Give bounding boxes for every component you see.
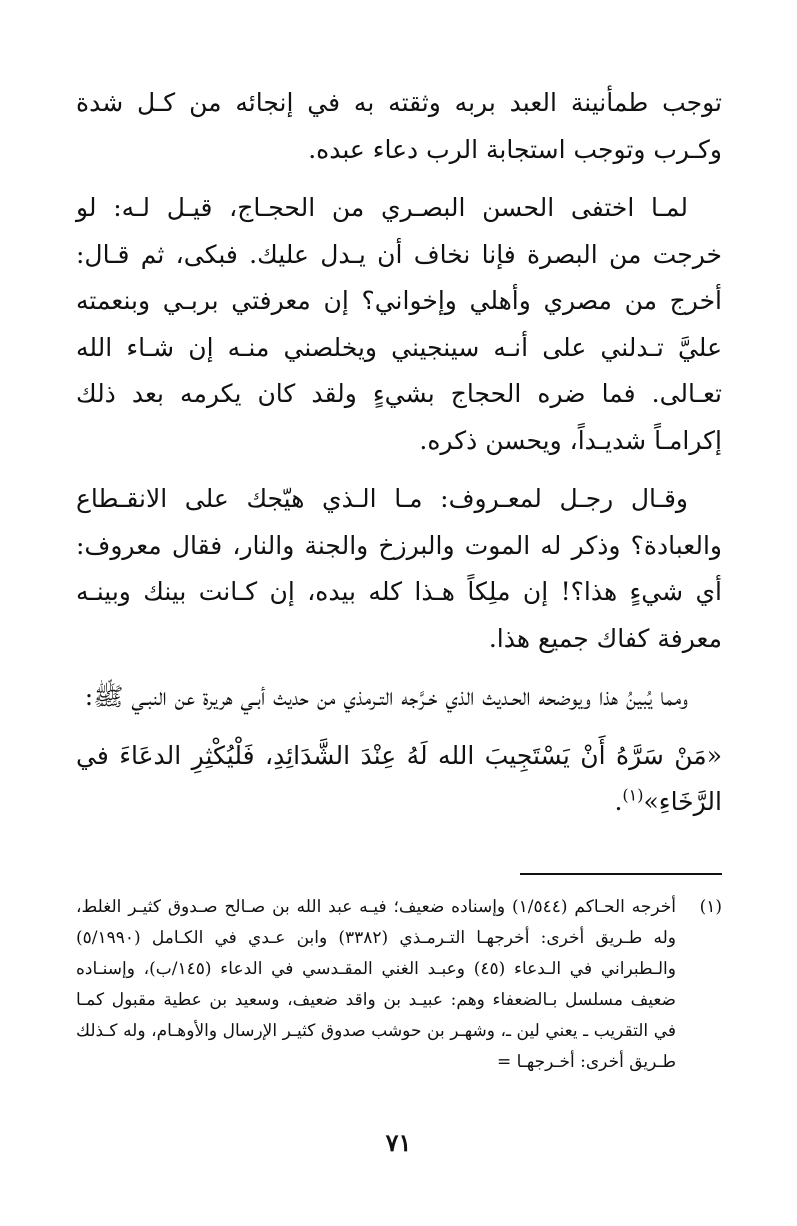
- hadith-text: «مَنْ سَرَّهُ أَنْ يَسْتَجِيبَ الله لَهُ عِنْدَ الشَّدَائِدِ، فَلْيُكْثِرِ الدعَاءَ في الرَّخَاءِ»: [76, 740, 722, 816]
- paragraph-3: وقـال رجـل لمعـروف: مـا الـذي هيّجك على الانقـطاع والعبادة؟ وذكر له الموت والبرزخ والجنة والنار، فقال معروف: أي شيءٍ هذا؟! إن ملِكاً هـذا كله بيده، إن كـانت بينك وبينـه معرفة كفاك جميع هذا.: [76, 484, 722, 653]
- paragraph-1: توجب طمأنينة العبد بربه وثقته به في إنجائه من كـل شدة وكـرب وتوجب استجابة الرب دعاء عبده.: [76, 88, 722, 164]
- footnote-reference: (١): [622, 785, 644, 805]
- hadith-period: .: [614, 787, 623, 816]
- main-text: [76, 80, 722, 826]
- hadith-quote: [76, 733, 722, 826]
- footnote-separator: [520, 873, 722, 875]
- paragraph-4: ومما يُبينُ هذا ويوضحه الحـديث الذي خـرَّجه التـرمذي من حديث أبـي هريرة عن النبـي ﷺ:: [84, 682, 688, 711]
- footnotes: [76, 892, 722, 1078]
- footnote-text: أخرجه الحـاكم (١/٥٤٤) وإسناده ضعيف؛ فيـه عبد الله بن صـالح صـدوق كثيـر الغلط، وله طـريق أخرى: أخرجهـا التـرمـذي (٣٣٨٢) وابن عـدي في الكـامل (٥/١٩٩٠) والـطبراني في الـدعاء (٤٥) وعبـد الغني المقـدسي في الدعاء (١٤٥/ب)، وإسنـاده ضعيف مسلسل بـالضعفاء وهم: عبيـد بن واقد ضعيف، وسعيد بن عطية مقبول كمـا في التقريب ـ يعني لين ـ، وشهـر بن حوشب صدوق كثيـر الإرسال والأوهـام، وله كـذلك طـريق أخرى: أخـرجهـا =: [76, 897, 676, 1072]
- paragraph-2: لمـا اختفى الحسن البصـري من الحجـاج، قيـل لـه: لو خرجت من البصرة فإنا نخاف أن يـدل عليك. فبكى، ثم قـال: أخرج من مصري وأهلي وإخواني؟ إن معرفتي بربـي وبنعمته عليَّ تـدلني على أنـه سينجيني ويخلصني منـه إن شـاء الله تعـالى. فما ضره الحجاج بشيءٍ ولقد كان يكرمه بعد ذلك إكرامـاً شديـداً، ويحسن ذكره.: [76, 193, 722, 455]
- footnote-number: (١): [699, 897, 722, 917]
- page-number: ٧١: [385, 1128, 412, 1157]
- footnote-item: [76, 892, 722, 1078]
